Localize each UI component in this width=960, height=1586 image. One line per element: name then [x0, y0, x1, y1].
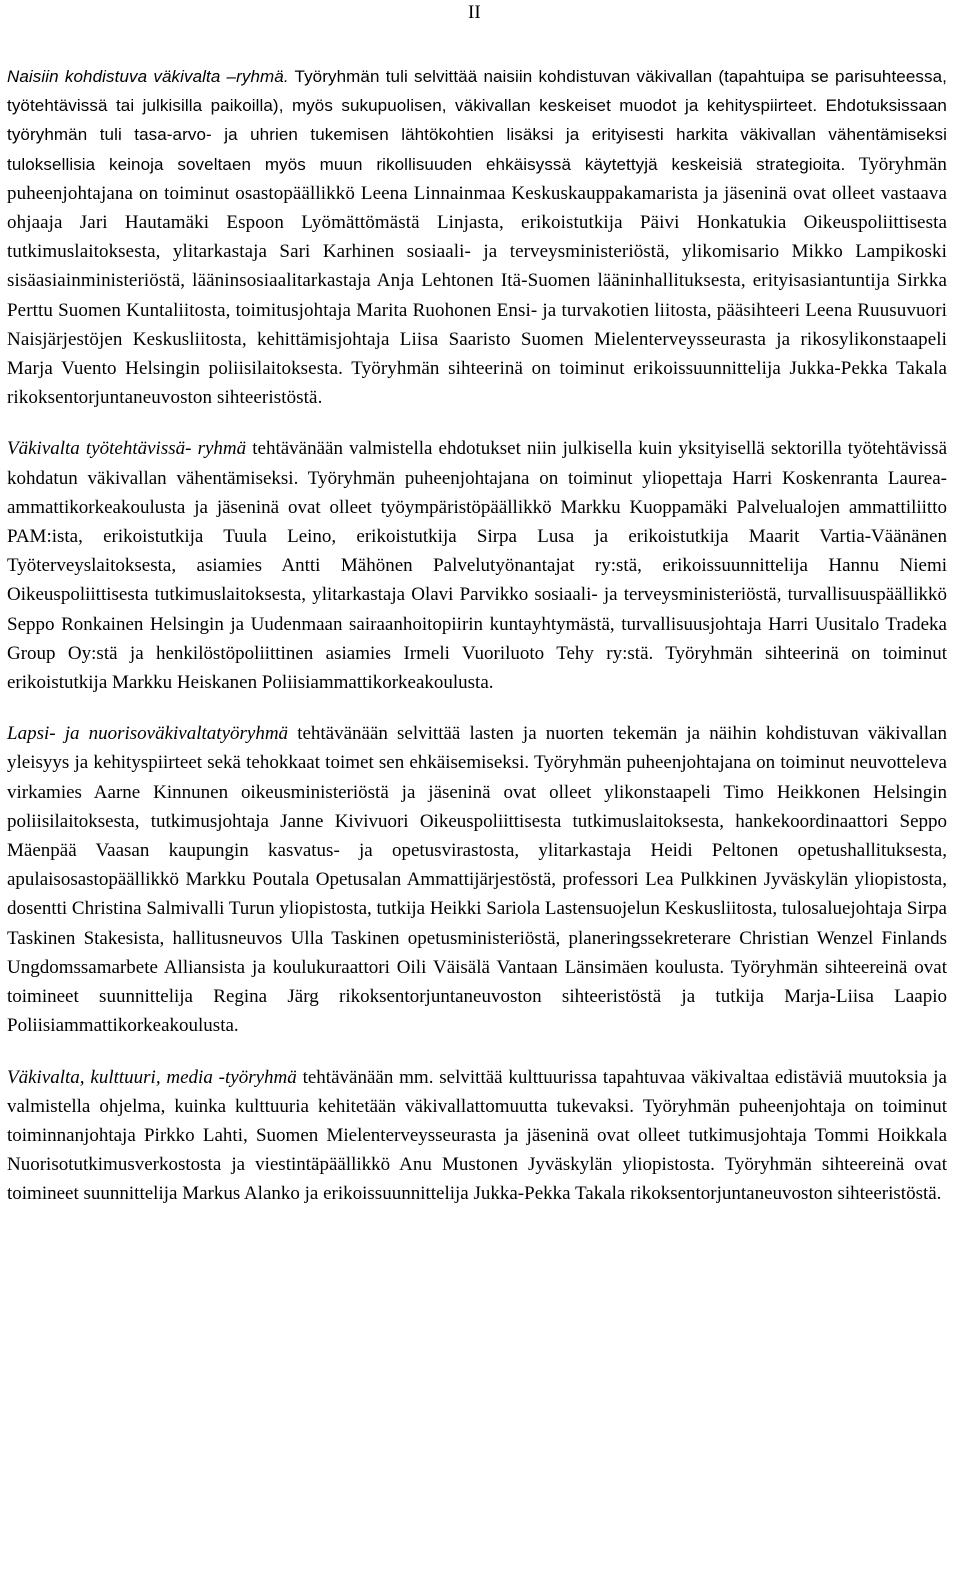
section-heading-naisiin: Naisiin kohdistuva väkivalta –ryhmä. — [7, 67, 289, 86]
section-body-lapsi-nuoriso: tehtävänään selvittää lasten ja nuorten tekemän ja näihin kohdistuvan väkivallan yleisyys ja kehityspiirteet sekä tehokkaat toimet sen ehkäisemiseksi. Työryhmän puheenjohtajana on toiminut neuvotteleva virkamies Aarne Kinnunen oikeusministeriöstä ja jäseninä ovat olleet ylikonstaapeli Timo Heikkonen Helsingin poliisilaitoksesta, tutkimusjohtaja Janne Kivivuori Oikeuspoliittisesta tutkimuslaitoksesta, hankekoordinaattori Seppo Mäenpää Vaasan kaupungin kasvatus- ja opetusvirastosta, ylitarkastaja Heidi Peltonen opetushallituksesta, apulaisosastopäällikkö Markku Poutala Opetusalan Ammattijärjestöstä, professori Lea Pulkkinen Jyväskylän yliopistosta, dosentti Christina Salmivalli Turun yliopistosta, tutkija Heikki Sariola Lastensuojelun Keskusliitosta, tulosaluejohtaja Sirpa Taskinen Stakesista, hallitusneuvos Ulla Taskinen opetusministeriöstä, planeringssekreterare Christian Wenzel Finlands Ungdomssamarbete Alliansista ja koulukuraattori Oili Väisälä Vantaan Länsimäen koulusta. Työryhmän sihteereinä ovat toimineet suunnittelija Regina Järg rikoksentorjuntaneuvoston sihteeristöstä ja tutkija Marja-Liisa Laapio Poliisiammattikorkeakoulusta. — [7, 723, 947, 1037]
section-heading-tyotehtavissa: Väkivalta työtehtävissä- ryhmä — [7, 438, 247, 460]
paragraph-lapsi-ja-nuorisovakivalta — [7, 719, 947, 1040]
section-body-naisiin-intro: Työryhmän tuli selvittää naisiin kohdistuvan väkivallan (tapahtuipa se parisuhteessa, työtehtävissä tai julkisilla paikoilla), myös sukupuolisen, väkivallan keskeiset muodot ja kehityspiirteet. Ehdotuksissaan työryhmän tuli tasa-arvo- ja uhrien tukemisen lähtökohtien lisäksi ja erityisesti harkita väkivallan vähentämiseksi tuloksellisia keinoja soveltaen myös muun rikollisuuden ehkäisyssä käytettyjä keskeisiä strategioita. — [7, 67, 947, 174]
paragraph-vakivalta-kulttuuri-media — [7, 1063, 947, 1209]
section-body-kulttuuri-media: tehtävänään mm. selvittää kulttuurissa tapahtuvaa väkivaltaa edistäviä muutoksia ja valmistella ohjelma, kuinka kulttuuria kehitetään väkivallattomuutta tukevaksi. Työryhmän puheenjohtaja on toiminut toiminnanjohtaja Pirkko Lahti, Suomen Mielenterveysseurasta ja jäseninä ovat olleet tutkimusjohtaja Tommi Hoikkala Nuorisotutkimusverkostosta ja viestintäpäällikkö Anu Mustonen Jyväskylän yliopistosta. Työryhmän sihteereinä ovat toimineet suunnittelija Markus Alanko ja erikoissuunnittelija Jukka-Pekka Takala rikoksentorjuntaneuvoston sihteeristöstä. — [7, 1066, 947, 1205]
section-heading-lapsi-nuoriso: Lapsi- ja nuorisoväkivaltatyöryhmä — [7, 723, 289, 745]
section-heading-kulttuuri-media: Väkivalta, kulttuuri, media -työryhmä — [7, 1066, 297, 1088]
section-body-naisiin: Työryhmän puheenjohtajana on toiminut osastopäällikkö Leena Linnainmaa Keskuskauppakamarista ja jäseninä ovat olleet vastaava ohjaaja Jari Hautamäki Espoon Lyömättömästä Linjasta, erikoistutkija Päivi Honkatukia Oikeuspoliittisesta tutkimuslaitoksesta, ylitarkastaja Sari Karhinen sosiaali- ja terveysministeriöstä, ylikomisario Mikko Lampikoski sisäasiainministeriöstä, lääninsosiaalitarkastaja Anja Lehtonen Itä-Suomen lääninhallituksesta, erityisasiantuntija Sirkka Perttu Suomen Kuntaliitosta, toimitusjohtaja Marita Ruohonen Ensi- ja turvakotien liitosta, pääsihteeri Leena Ruusuvuori Naisjärjestöjen Keskusliitosta, kehittämisjohtaja Liisa Saaristo Suomen Mielenterveysseurasta ja rikosylikonstaapeli Marja Vuento Helsingin poliisilaitoksesta. Työryhmän sihteerinä on toiminut erikoissuunnittelija Jukka-Pekka Takala rikoksentorjuntaneuvoston sihteeristöstä. — [7, 153, 947, 409]
document-body — [7, 62, 947, 1231]
page-number: II — [468, 2, 481, 23]
paragraph-vakivalta-tyotehtavissa — [7, 434, 947, 697]
paragraph-naisiin-kohdistuva-vakivalta — [7, 62, 947, 412]
section-body-tyotehtavissa: tehtävänään valmistella ehdotukset niin julkisella kuin yksityisellä sektorilla työtehtävissä kohdatun väkivallan vähentämiseksi. Työryhmän puheenjohtajana on toiminut yliopettaja Harri Koskenranta Laurea-ammattikorkeakoulusta ja jäseninä ovat olleet työympäristöpäällikkö Markku Kuoppamäki Palvelualojen ammattiliitto PAM:ista, erikoistutkija Tuula Leino, erikoistutkija Sirpa Lusa ja erikoistutkija Maarit Vartia-Väänänen Työterveyslaitoksesta, asiamies Antti Mähönen Palvelutyönantajat ry:stä, erikoissuunnittelija Hannu Niemi Oikeuspoliittisesta tutkimuslaitoksesta, ylitarkastaja Olavi Parvikko sosiaali- ja terveysministeriöstä, turvallisuuspäällikkö Seppo Ronkainen Helsingin ja Uudenmaan sairaanhoitopiirin kuntayhtymästä, turvallisuusjohtaja Harri Uusitalo Tradeka Group Oy:stä ja henkilöstöpoliittinen asiamies Irmeli Vuoriluoto Tehy ry:stä. Työryhmän sihteerinä on toiminut erikoistutkija Markku Heiskanen Poliisiammattikorkeakoulusta. — [7, 438, 947, 694]
